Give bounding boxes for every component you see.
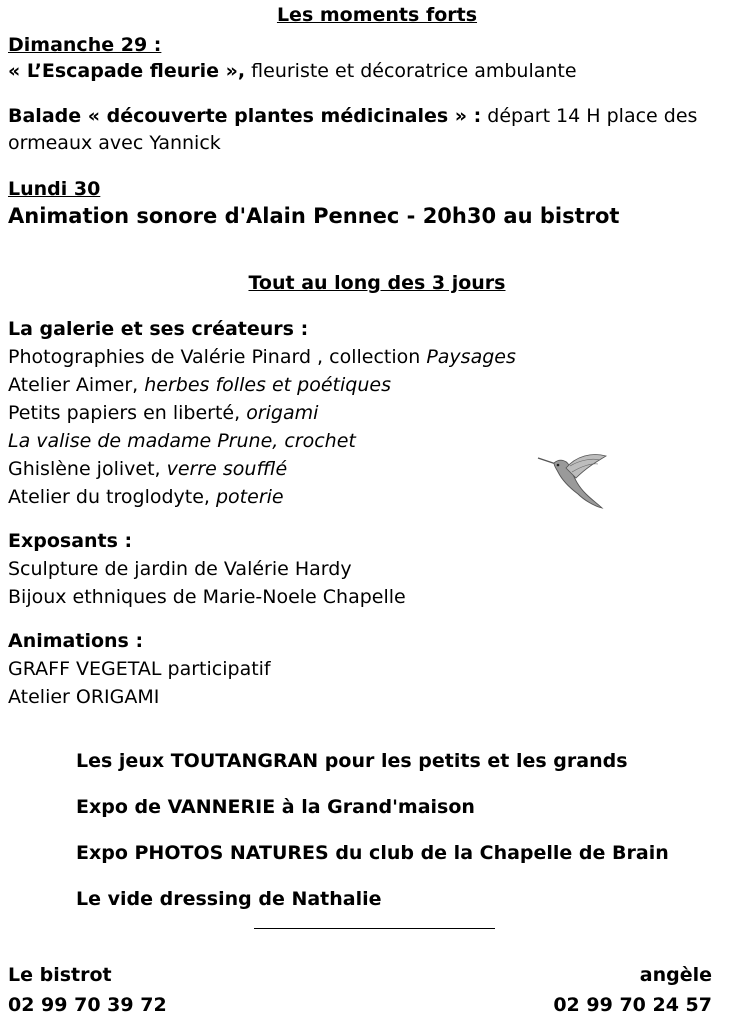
gallery-item-italic: origami: [246, 402, 319, 424]
gallery-item-italic: herbes folles et poétiques: [144, 374, 391, 396]
balade-desc: départ 14 H place des: [481, 105, 698, 127]
angele-phone: 02 99 70 24 57: [553, 994, 712, 1016]
gallery-heading: La galerie et ses créateurs :: [8, 318, 309, 340]
divider: [254, 928, 495, 929]
gallery-item: [8, 371, 516, 399]
balade-name: Balade « découverte plantes médicinales » :: [8, 105, 482, 127]
balade-line-2: ormeaux avec Yannick: [8, 132, 221, 154]
gallery-item-italic: Paysages: [426, 346, 516, 368]
highlight-item: Les jeux TOUTANGRAN pour les petits et les grands: [76, 750, 628, 772]
three-days-title: Tout au long des 3 jours: [248, 272, 506, 294]
animation-item: Atelier ORIGAMI: [8, 686, 160, 708]
escapade-name: « L’Escapade fleurie »,: [8, 60, 246, 82]
gallery-item: [8, 399, 516, 427]
exposants-heading: Exposants :: [8, 530, 133, 552]
highlight-item: Expo PHOTOS NATURES du club de la Chapelle de Brain: [76, 842, 669, 864]
gallery-item: [8, 343, 516, 371]
gallery-item-italic: poterie: [216, 486, 284, 508]
moments-title: Les moments forts: [276, 4, 478, 26]
gallery-item-text: Atelier Aimer,: [8, 374, 145, 396]
animations-list: [8, 655, 271, 711]
balade-line: [8, 105, 697, 127]
exposant-item: Sculpture de jardin de Valérie Hardy: [8, 558, 352, 580]
angele-name: angèle: [639, 964, 712, 986]
escapade-desc: fleuriste et décoratrice ambulante: [245, 60, 577, 82]
gallery-item: [8, 455, 516, 483]
gallery-item-text: Petits papiers en liberté,: [8, 402, 247, 424]
escapade-line: [8, 60, 577, 82]
bistrot-name: Le bistrot: [8, 964, 112, 986]
bistrot-phone: 02 99 70 39 72: [8, 994, 167, 1016]
gallery-list: [8, 343, 516, 511]
animations-heading: Animations :: [8, 630, 144, 652]
sunday-heading: Dimanche 29 :: [8, 34, 162, 56]
monday-heading: Lundi 30: [8, 178, 101, 200]
highlight-item: Le vide dressing de Nathalie: [76, 888, 382, 910]
hummingbird-icon: [536, 448, 612, 512]
exposants-list: [8, 555, 406, 611]
gallery-item-text: Photographies de Valérie Pinard , collection: [8, 346, 427, 368]
animation-sonore: Animation sonore d'Alain Pennec - 20h30 au bistrot: [8, 204, 620, 228]
gallery-item-text: Ghislène jolivet,: [8, 458, 167, 480]
exposant-item: Bijoux ethniques de Marie-Noele Chapelle: [8, 586, 406, 608]
gallery-item-italic: verre soufflé: [166, 458, 288, 480]
highlight-item: Expo de VANNERIE à la Grand'maison: [76, 796, 475, 818]
gallery-item: [8, 427, 516, 455]
animation-item: GRAFF VEGETAL participatif: [8, 658, 271, 680]
gallery-item-text: Atelier du troglodyte,: [8, 486, 216, 508]
gallery-item: [8, 483, 516, 511]
gallery-item-italic: La valise de madame Prune, crochet: [8, 430, 356, 452]
